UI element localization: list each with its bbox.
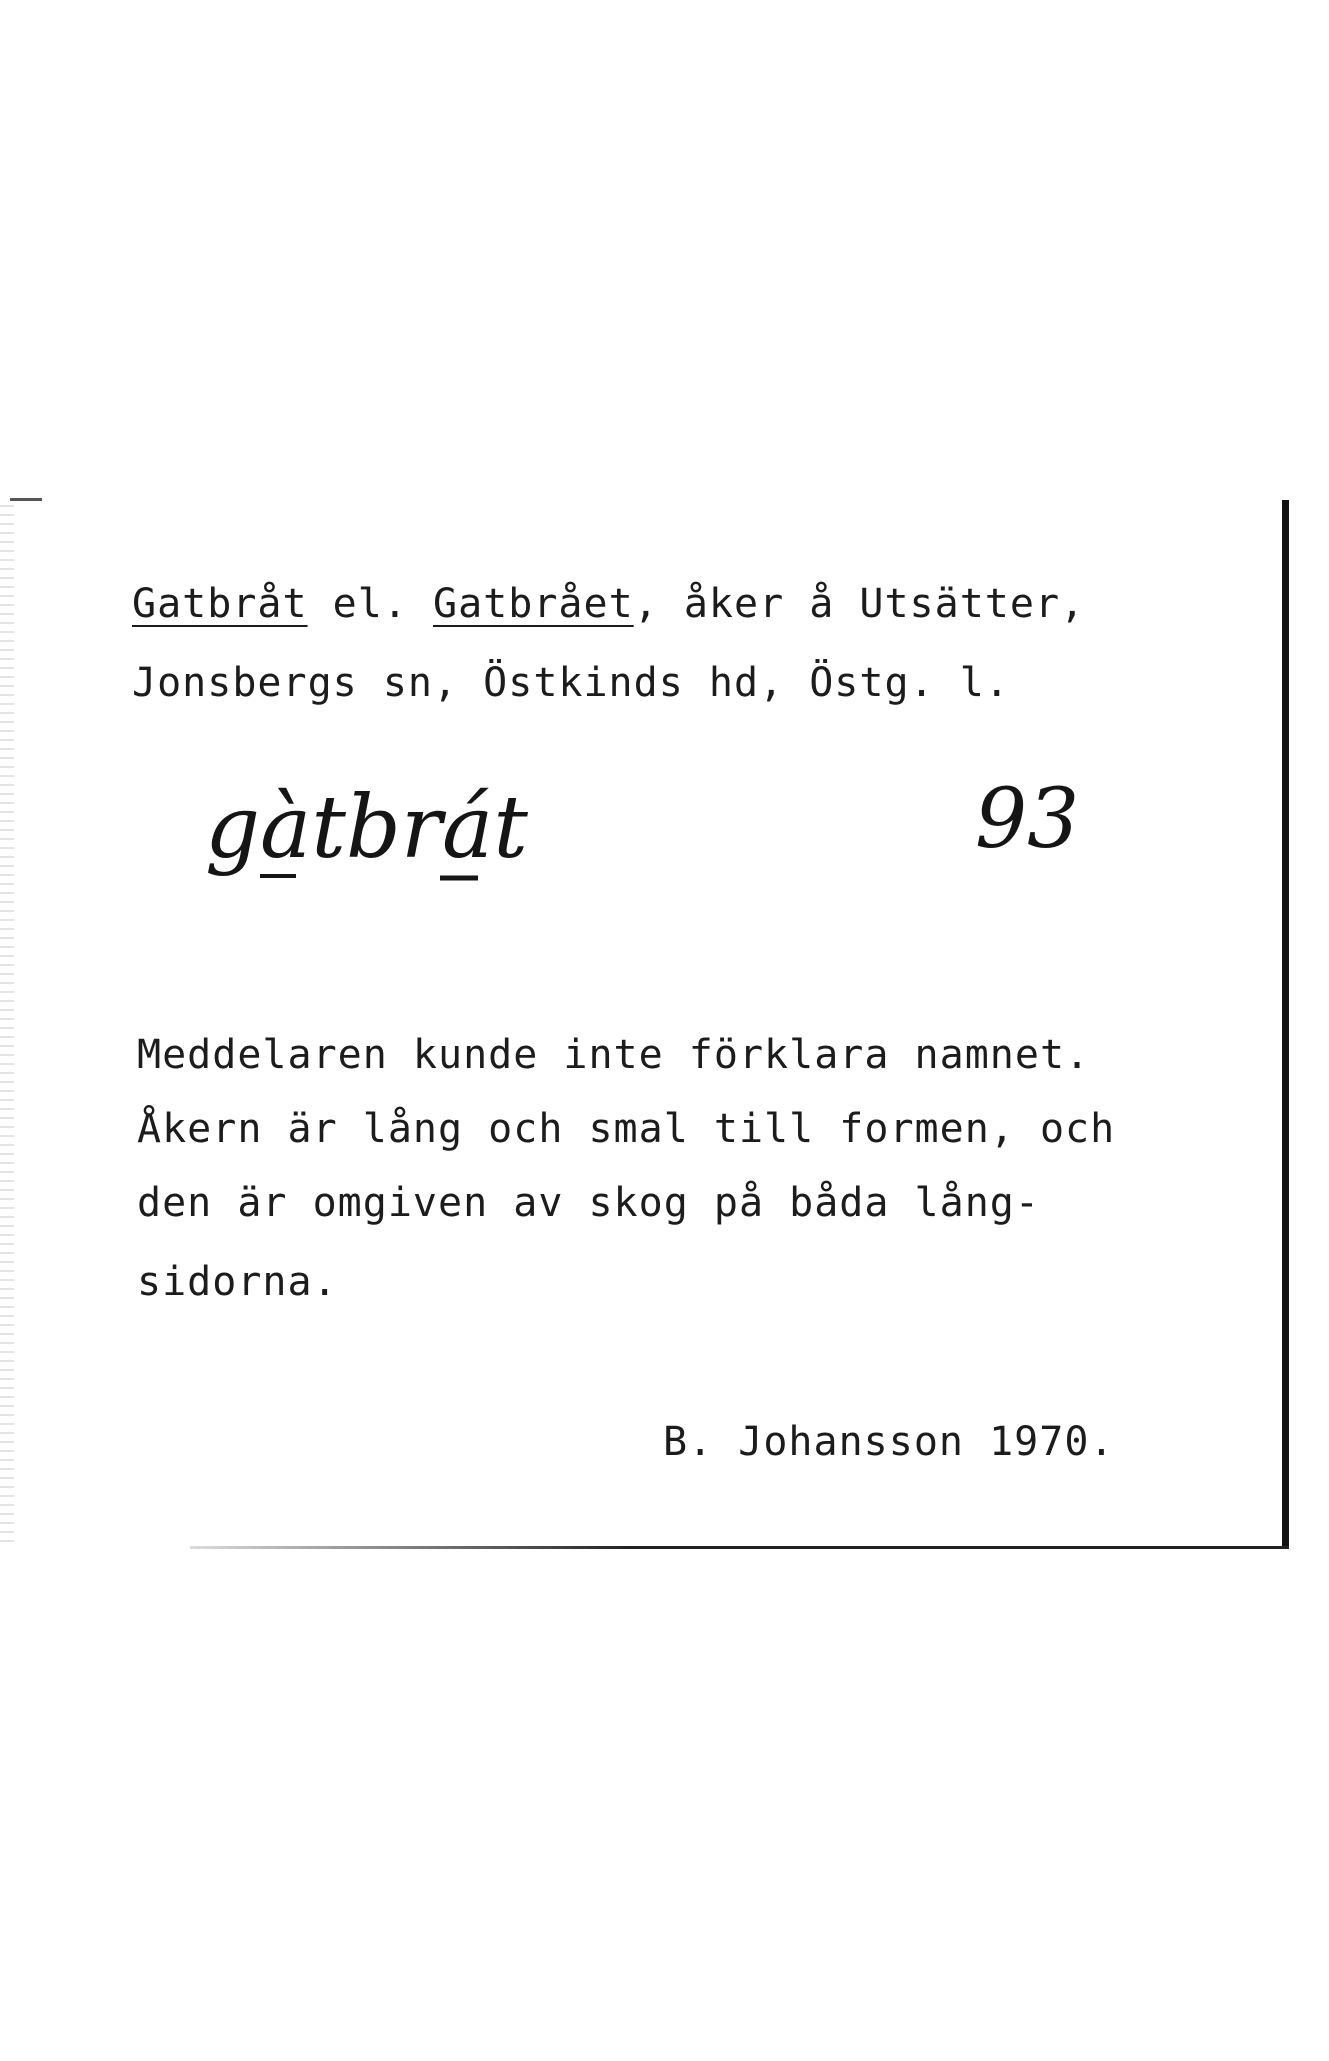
header-line-2: Jonsbergs sn, Östkinds hd, Östg. l.	[132, 660, 1010, 706]
phonetic-underline-marks	[250, 870, 510, 886]
card-bottom-edge	[190, 1546, 1289, 1549]
scan-mark	[10, 498, 42, 501]
card-number: 93	[975, 772, 1080, 867]
header-separator: el.	[307, 581, 433, 627]
body-line-2: Åkern är lång och smal till formen, och	[137, 1106, 1116, 1152]
phonetic-transcription: gàtbrát	[205, 778, 528, 878]
card-right-edge	[1282, 500, 1289, 1548]
body-line-1: Meddelaren kunde inte förklara namnet.	[137, 1032, 1091, 1078]
signature: B. Johansson 1970.	[663, 1419, 1115, 1465]
header-description: , åker å Utsätter,	[633, 581, 1086, 627]
place-name-variant: Gatbrået	[433, 581, 634, 627]
body-line-3: den är omgiven av skog på båda lång-	[137, 1180, 1040, 1226]
header-line-1	[132, 581, 1086, 627]
place-name-primary: Gatbråt	[132, 581, 308, 627]
scan-edge-speckle	[0, 505, 14, 1545]
body-line-4: sidorna.	[137, 1259, 338, 1305]
